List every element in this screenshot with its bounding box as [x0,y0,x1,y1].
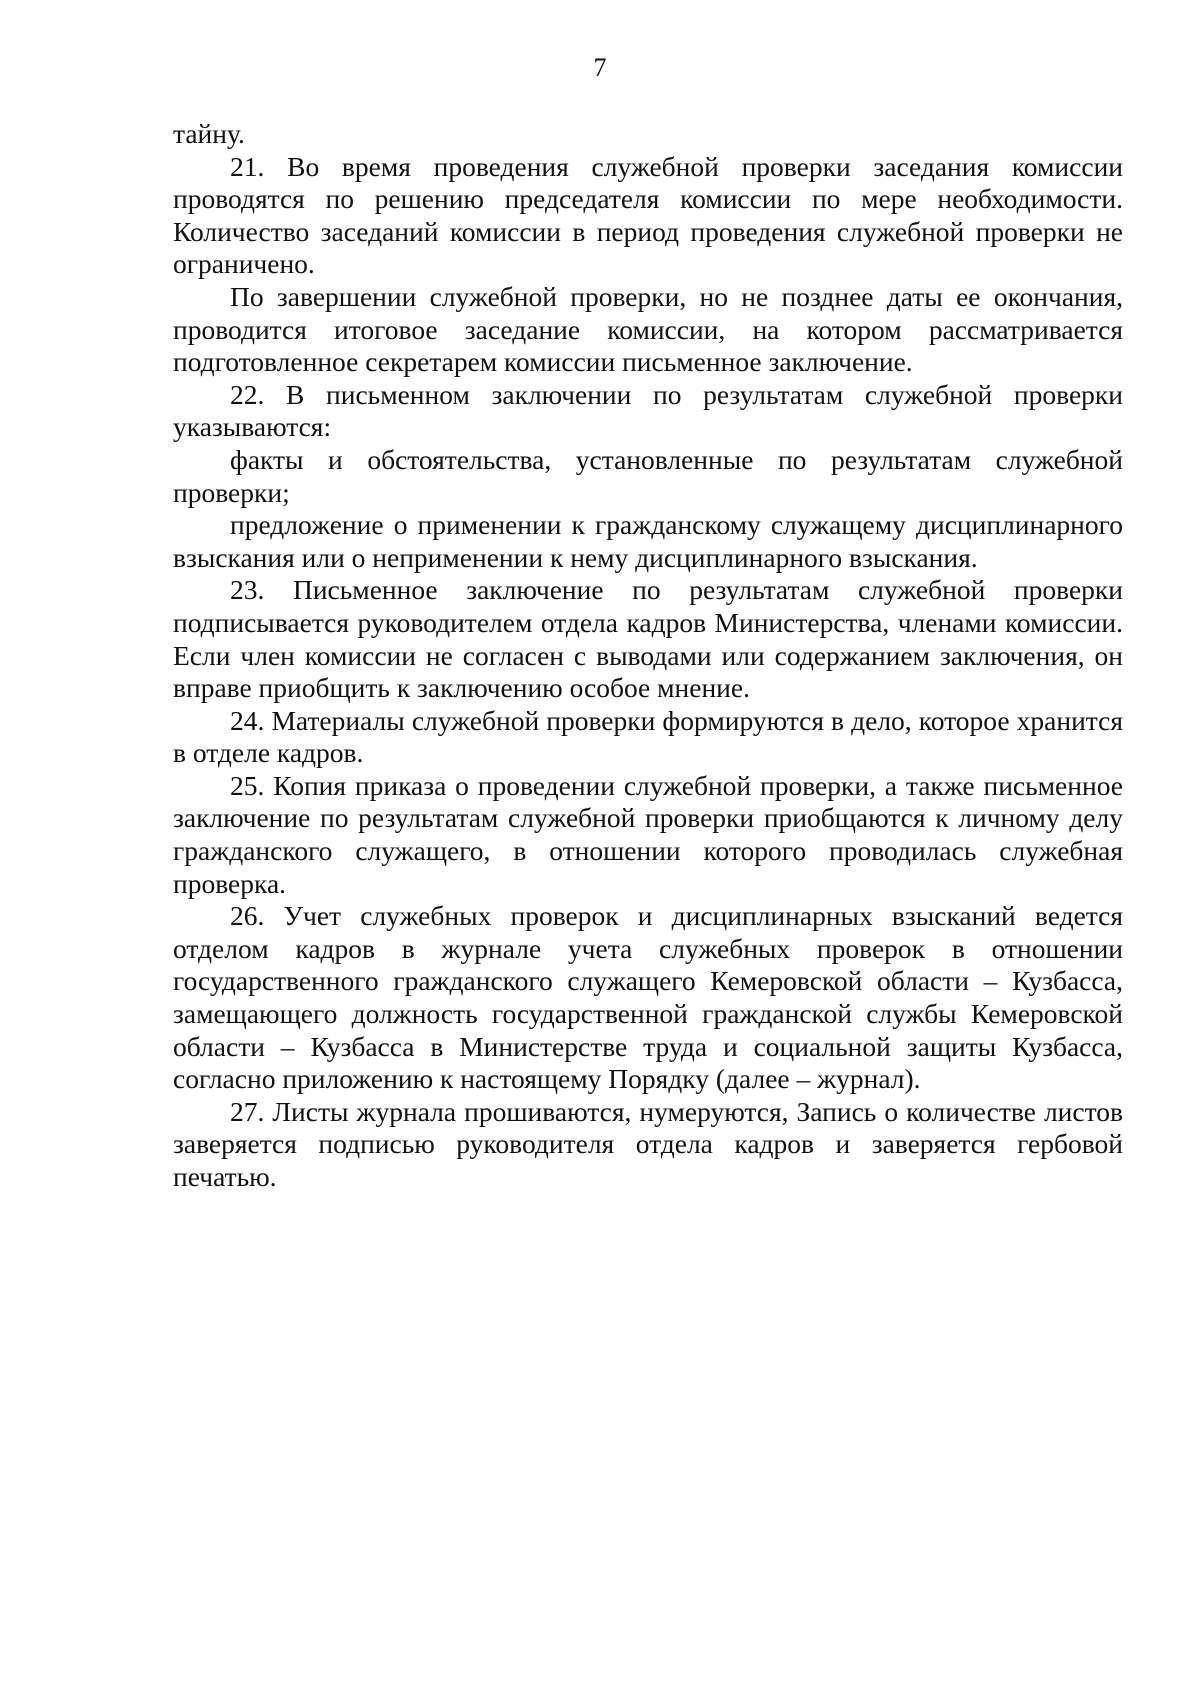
paragraph-item-25: 25. Копия приказа о проведении служебной проверки, а также письменное заключение по результатам служебной проверки приобщаются к личному делу гражданского служащего, в отношении которого проводилась служебная проверка. [173,769,1123,899]
paragraph-final-meeting: По завершении служебной проверки, но не позднее даты ее окончания, проводится итоговое заседание комиссии, на котором рассматривается подготовленное секретарем комиссии письменное заключение. [173,280,1123,378]
paragraph-item-27: 27. Листы журнала прошиваются, нумеруются, Запись о количестве листов заверяется подписью руководителя отдела кадров и заверяется гербовой печатью. [173,1095,1123,1192]
paragraph-continuation: тайну. [173,118,245,149]
paragraph-item-23: 23. Письменное заключение по результатам служебной проверки подписывается руководителем отдела кадров Министерства, членами комиссии. Если член комиссии не согласен с выводами или содержанием заключения, он вправе приобщить к заключению особое мнение. [173,574,1123,704]
paragraph-item-24: 24. Материалы служебной проверки формируются в дело, которое хранится в отделе кадров. [173,704,1123,769]
paragraph-item-26: 26. Учет служебных проверок и дисциплинарных взысканий ведется отделом кадров в журнале учета служебных проверок в отношении государственного гражданского служащего Кемеровской области – Кузбасса, замещающего должность государственной гражданской службы Кемеровской области – Кузбасса в Министерстве труда и социальной защиты Кузбасса, согласно приложению к настоящему Порядку (далее – журнал). [173,900,1123,1095]
paragraph-proposal: предложение о применении к гражданскому служащему дисциплинарного взыскания или о неприменении к нему дисциплинарного взыскания. [173,509,1123,573]
document-body [173,118,1123,1194]
paragraph-item-22: 22. В письменном заключении по результатам служебной проверки указываются: [173,378,1123,443]
paragraph-item-21: 21. Во время проведения служебной проверки заседания комиссии проводятся по решению председателя комиссии по мере необходимости. Количество заседаний комиссии в период проведения служебной проверки не ограничено. [173,150,1123,280]
page-number: 7 [593,53,607,82]
paragraph-facts: факты и обстоятельства, установленные по результатам служебной проверки; [173,443,1123,508]
